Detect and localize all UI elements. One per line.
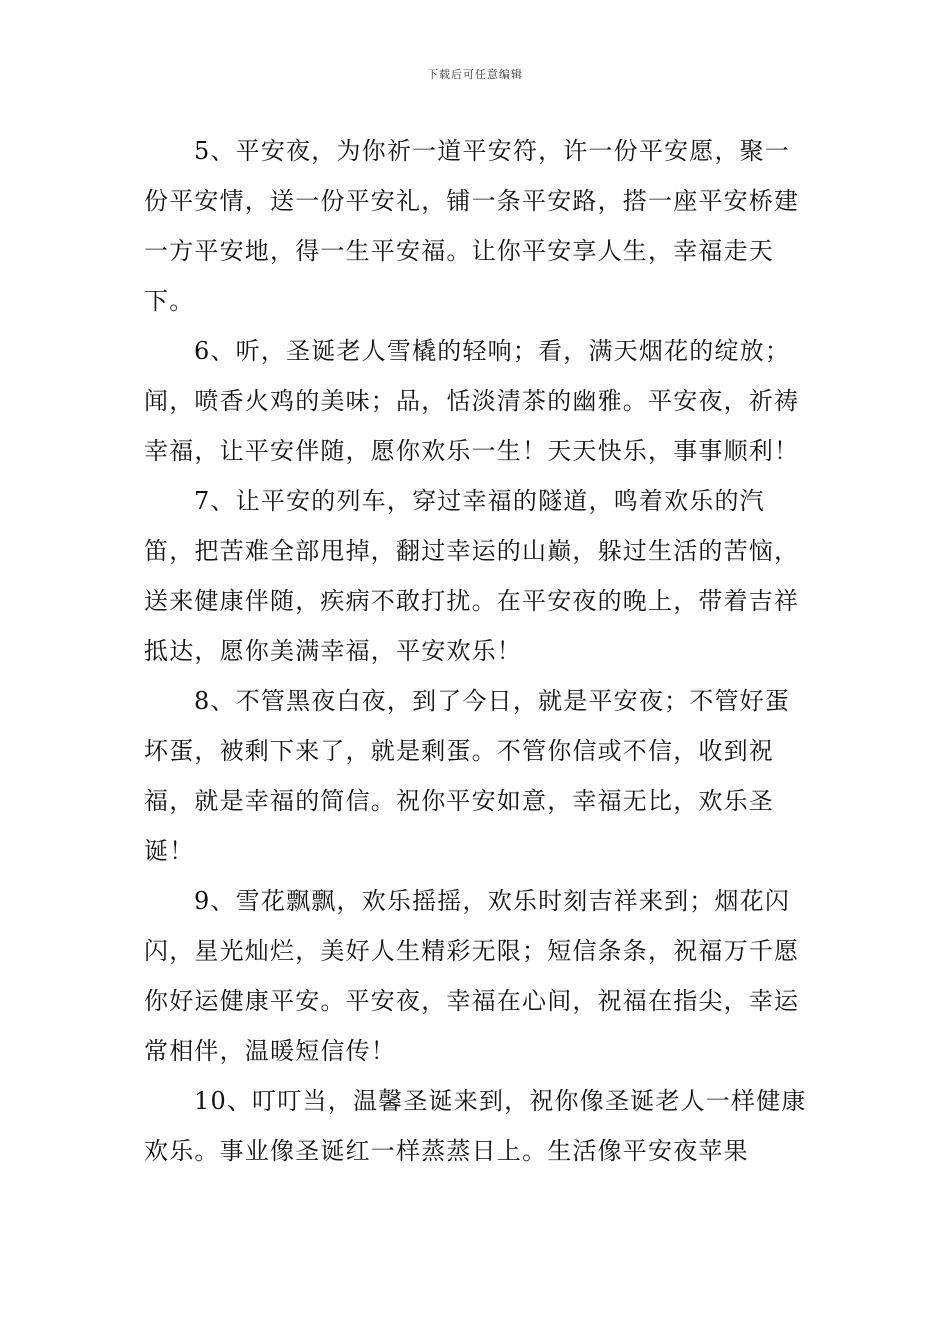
paragraph-7: 7、让平安的列车，穿过幸福的隧道，鸣着欢乐的汽笛，把苦难全部甩掉，翻过幸运的山巅，躲过生活的苦恼，送来健康伴随，疾病不敢打扰。在平安夜的晚上，带着吉祥抵达，愿你美满幸福，平安欢乐！ bbox=[144, 487, 800, 665]
paragraph-6: 6、听，圣诞老人雪橇的轻响；看，满天烟花的绽放；闻，喷香火鸡的美味；品，恬淡清茶的幽雅。平安夜，祈祷幸福，让平安伴随，愿你欢乐一生！天天快乐，事事顺利！ bbox=[144, 337, 800, 465]
paragraph-5: 5、平安夜，为你祈一道平安符，许一份平安愿，聚一份平安情，送一份平安礼，铺一条平安路，搭一座平安桥建一方平安地，得一生平安福。让你平安享人生，幸福走天下。 bbox=[144, 137, 800, 315]
document-body bbox=[144, 126, 812, 1176]
paragraph-9: 9、雪花飘飘，欢乐摇摇，欢乐时刻吉祥来到；烟花闪闪，星光灿烂，美好人生精彩无限；短信条条，祝福万千愿你好运健康平安。平安夜，幸福在心间，祝福在指尖，幸运常相伴，温暖短信传！ bbox=[144, 887, 800, 1065]
page-header: 下载后可任意编辑 bbox=[427, 68, 523, 81]
paragraph-8: 8、不管黑夜白夜，到了今日，就是平安夜；不管好蛋坏蛋，被剩下来了，就是剩蛋。不管你信或不信，收到祝福，就是幸福的简信。祝你平安如意，幸福无比，欢乐圣诞！ bbox=[144, 687, 791, 865]
paragraph-10: 10、叮叮当，温馨圣诞来到，祝你像圣诞老人一样健康欢乐。事业像圣诞红一样蒸蒸日上。生活像平安夜苹果 bbox=[144, 1087, 807, 1165]
